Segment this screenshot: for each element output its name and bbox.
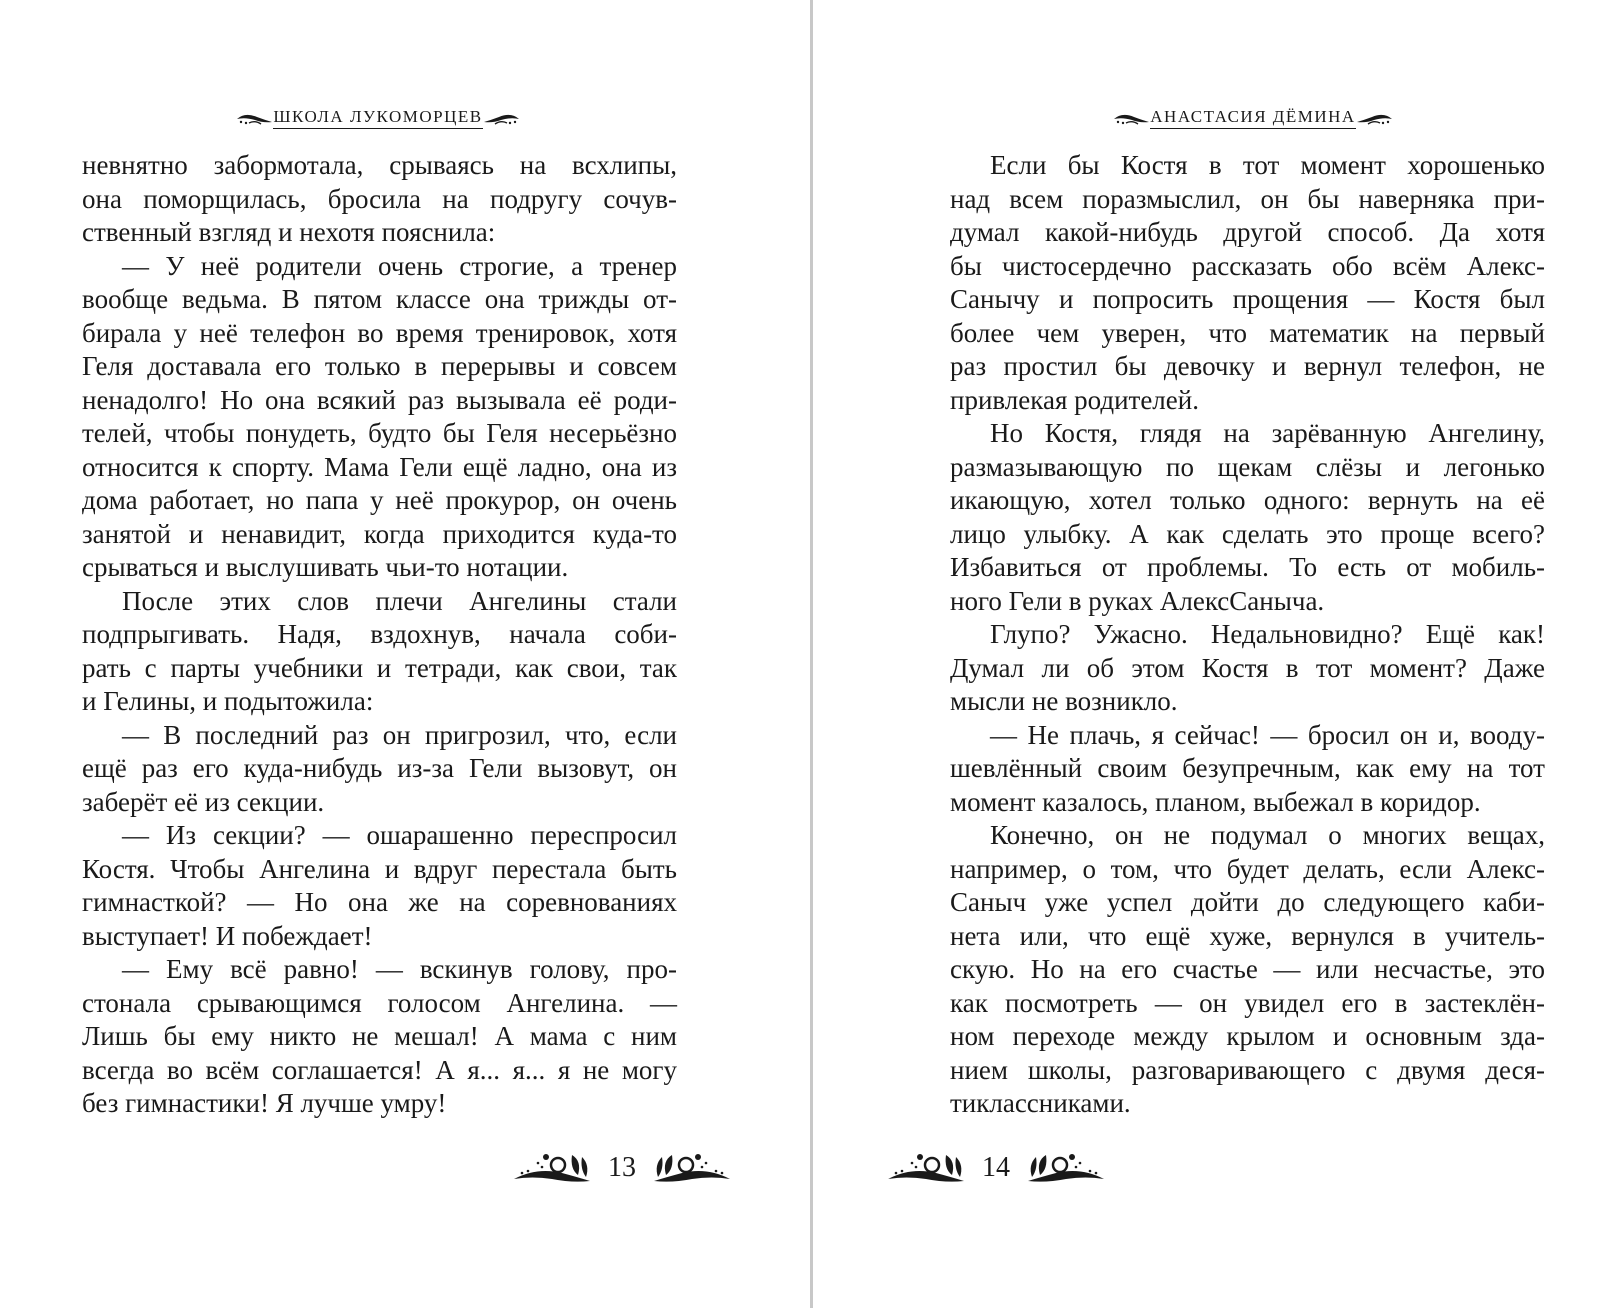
text-line: ного Гели в руках АлексСаныча. [950,585,1325,616]
text-line: нием школы, разговаривающего с двумя деся- [950,1054,1545,1085]
text-line: лицо улыбку. А как сделать это проще всего? [950,518,1545,549]
page-footer [512,1150,732,1186]
text-line: Лишь бы ему никто не мешал! А мама с ним [82,1021,677,1051]
text-line: ещё раз его куда-нибудь из-за Гели вызовут, он [82,753,677,783]
text-line: размазывающую по щекам слёзы и легонько [950,451,1545,482]
text-line: тиклассниками. [950,1088,1131,1118]
text-line: без гимнастики! Я лучше умру! [82,1088,447,1118]
body-text [82,149,677,1121]
page-number: 13 [608,1152,636,1183]
text-line: невнятно забормотала, срываясь на всхлипы, [82,150,677,180]
text-line: нета или, что ещё хуже, вернулся в учитель- [950,920,1545,951]
text-line: как посмотреть — он увидел его в застеклён- [950,987,1545,1018]
ornament-swash-left-icon [1112,110,1150,126]
right-page [813,0,1624,1308]
text-line: Костя. Чтобы Ангелина и вдруг перестала быть [82,853,677,884]
text-line: думал какой-нибудь другой способ. Да хотя [950,217,1545,247]
text-line: стонала срывающимся голосом Ангелина. — [82,987,677,1018]
text-line: бирала у неё телефон во время тренировок, хотя [82,317,677,348]
text-line: вообще ведьма. В пятом классе она трижды от- [82,284,677,314]
page-footer [886,1150,1106,1186]
floral-ornament-left-icon [512,1151,592,1185]
text-line: скую. Но на его счастье — или несчастье, это [950,954,1545,984]
body-text [950,149,1545,1121]
text-line: — В последний раз он пригрозил, что, если [122,719,677,750]
text-line: — Из секции? — ошарашенно переспросил [122,820,677,850]
page-number: 14 [982,1152,1010,1183]
text-line: относится к спорту. Мама Гели ещё ладно, она из [82,451,677,482]
ornament-swash-left-icon [235,110,273,126]
floral-ornament-right-icon [652,1151,732,1185]
text-line: икающую, хотел только одного: вернуть на её [950,485,1545,515]
text-line: бы чистосердечно рассказать обо всём Алекс- [950,250,1545,281]
ornament-swash-right-icon [1356,110,1394,126]
text-line: Думал ли об этом Костя в тот момент? Даже [950,652,1545,683]
text-line: раз простил бы девочку и вернул телефон, не [950,351,1545,381]
running-head-title: ШКОЛА ЛУКОМОРЦЕВ [273,107,482,129]
floral-ornament-right-icon [1026,1151,1106,1185]
text-line: срываться и выслушивать чьи-то нотации. [82,552,569,582]
text-line: момент казалось, планом, выбежал в коридор. [950,786,1481,817]
text-line: — Не плачь, я сейчас! — бросил он и, вооду- [990,719,1545,750]
text-line: рать с парты учебники и тетради, как свои, так [82,652,677,683]
text-line: ственный взгляд и нехотя пояснила: [82,217,496,247]
running-head-author: АНАСТАСИЯ ДЁМИНА [1150,107,1355,129]
text-line: выступает! И побеждает! [82,920,373,951]
text-line: Геля доставала его только в перерывы и совсем [82,351,677,381]
text-line: она поморщилась, бросила на подругу сочув- [82,183,677,214]
left-page [0,0,810,1308]
running-head [1103,103,1403,133]
text-line: гимнасткой? — Но она же на соревнованиях [82,887,677,917]
text-line: Если бы Костя в тот момент хорошенько [990,150,1545,180]
text-line: — У неё родители очень строгие, а тренер [122,250,677,281]
text-line: мысли не возникло. [950,686,1178,716]
text-line: дома работает, но папа у неё прокурор, он очень [82,485,677,515]
text-line: Избавиться от проблемы. То есть от мобиль- [950,552,1545,582]
text-line: Конечно, он не подумал о многих вещах, [990,820,1545,850]
text-line: заберёт её из секции. [82,786,325,817]
text-line: ном переходе между крылом и основным зда- [950,1021,1545,1051]
text-line: ненадолго! Но она всякий раз вызывала её роди- [82,384,677,415]
text-line: шевлённый своим безупречным, как ему на тот [950,753,1545,783]
text-line: Санычу и попросить прощения — Костя был [950,284,1545,314]
text-line: над всем поразмыслил, он бы наверняка при- [950,183,1545,214]
running-head [228,103,528,133]
text-line: Но Костя, глядя на зарёванную Ангелину, [990,418,1545,448]
text-line: привлекая родителей. [950,384,1199,415]
text-line: более чем уверен, что математик на первый [950,317,1545,348]
text-line: занятой и ненавидит, когда приходится куда-то [82,518,677,549]
ornament-swash-right-icon [483,110,521,126]
text-line: и Гелины, и подытожила: [82,686,374,716]
text-line: Саныч уже успел дойти до следующего каби- [950,887,1545,917]
floral-ornament-left-icon [886,1151,966,1185]
text-line: Глупо? Ужасно. Недальновидно? Ещё как! [990,619,1545,649]
text-line: После этих слов плечи Ангелины стали [122,585,677,616]
text-line: всегда во всём соглашается! А я... я... я не могу [82,1054,677,1085]
text-line: телей, чтобы понудеть, будто бы Геля несерьёзно [82,418,677,448]
text-line: например, о том, что будет делать, если Алекс- [950,853,1545,884]
text-line: подпрыгивать. Надя, вздохнув, начала соби- [82,619,677,649]
text-line: — Ему всё равно! — вскинув голову, про- [122,954,677,984]
